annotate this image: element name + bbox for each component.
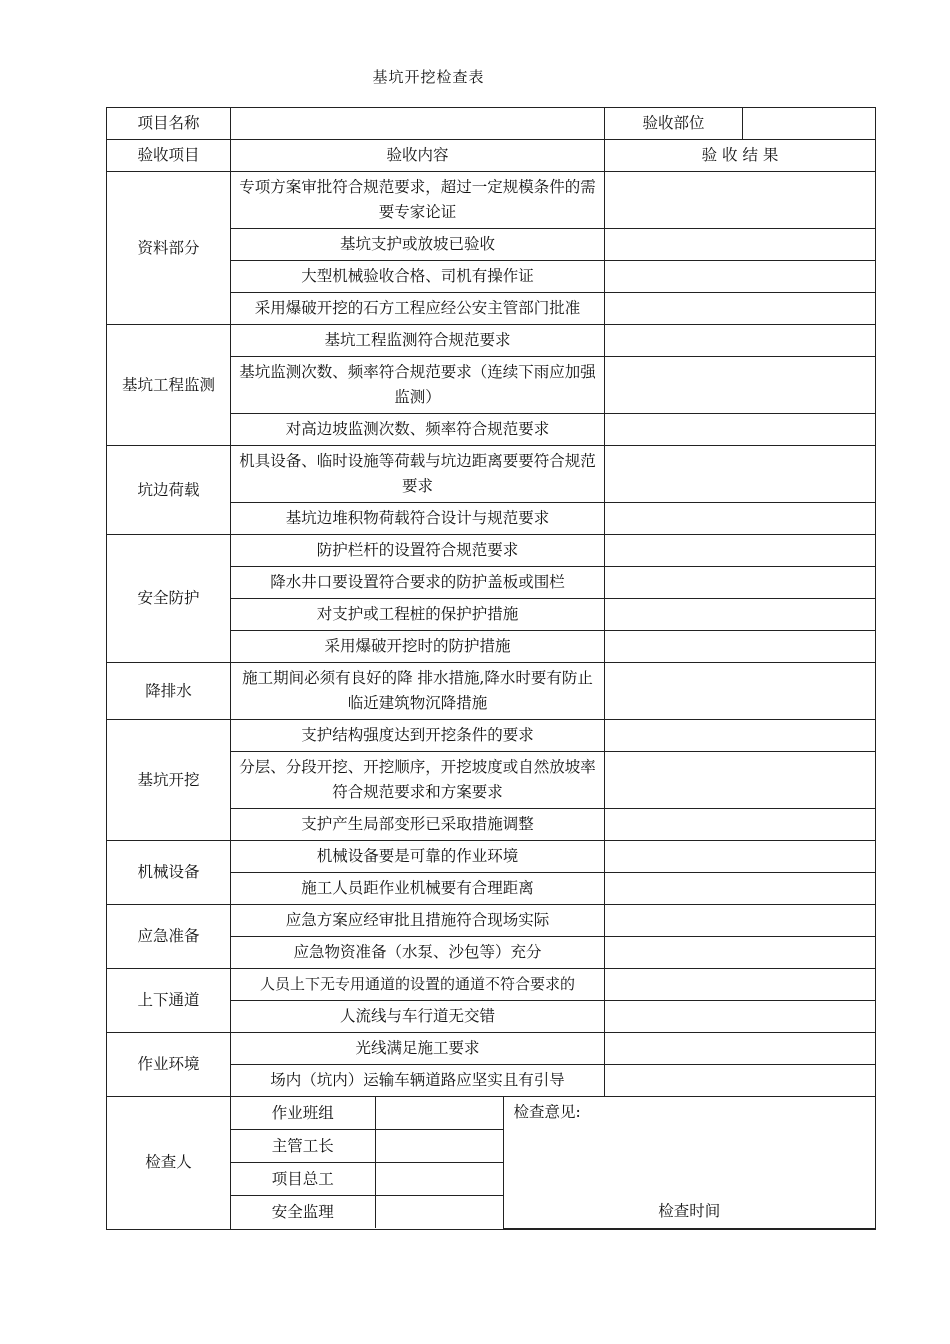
project-name-label: 项目名称: [107, 108, 231, 140]
result-cell[interactable]: [605, 503, 876, 535]
section-name: 基坑工程监测: [107, 325, 231, 446]
result-cell[interactable]: [605, 599, 876, 631]
section-name: 机械设备: [107, 841, 231, 905]
signature-field[interactable]: [375, 1097, 503, 1130]
project-row: [107, 108, 876, 140]
result-cell[interactable]: [605, 873, 876, 905]
section-name: 作业环境: [107, 1033, 231, 1097]
table-row: [107, 535, 876, 567]
result-cell[interactable]: [605, 1033, 876, 1065]
column-header-item: 验收项目: [107, 140, 231, 172]
result-cell[interactable]: [605, 631, 876, 663]
table-row: [107, 663, 876, 720]
check-content: 机械设备要是可靠的作业环境: [231, 841, 605, 873]
table-row: [107, 1033, 876, 1065]
result-cell[interactable]: [605, 325, 876, 357]
table-row: [107, 446, 876, 503]
check-content: 降水井口要设置符合要求的防护盖板或围栏: [231, 567, 605, 599]
section-name: 基坑开挖: [107, 720, 231, 841]
check-content: 基坑监测次数、频率符合规范要求（连续下雨应加强监测）: [231, 357, 605, 414]
section-name: 上下通道: [107, 969, 231, 1033]
check-content: 场内（坑内）运输车辆道路应坚实且有引导: [231, 1065, 605, 1097]
result-cell[interactable]: [605, 752, 876, 809]
result-cell[interactable]: [605, 1001, 876, 1033]
check-content: 采用爆破开挖的石方工程应经公安主管部门批准: [231, 293, 605, 325]
check-content: 支护结构强度达到开挖条件的要求: [231, 720, 605, 752]
role-label: 主管工长: [231, 1130, 375, 1163]
check-content: 对支护或工程桩的保护护措施: [231, 599, 605, 631]
check-content: 防护栏杆的设置符合规范要求: [231, 535, 605, 567]
result-cell[interactable]: [605, 261, 876, 293]
result-cell[interactable]: [605, 720, 876, 752]
check-content: 分层、分段开挖、开挖顺序，开挖坡度或自然放坡率符合规范要求和方案要求: [231, 752, 605, 809]
section-name: 坑边荷载: [107, 446, 231, 535]
check-content: 对高边坡监测次数、频率符合规范要求: [231, 414, 605, 446]
acceptance-location-field[interactable]: [743, 108, 876, 140]
role-label: 项目总工: [231, 1163, 375, 1196]
acceptance-location-label: 验收部位: [605, 108, 743, 140]
inspection-opinion-box[interactable]: [503, 1097, 875, 1228]
result-cell[interactable]: [605, 841, 876, 873]
check-content: 应急物资准备（水泵、沙包等）充分: [231, 937, 605, 969]
check-content: 专项方案审批符合规范要求，超过一定规模条件的需要专家论证: [231, 172, 605, 229]
role-label: 安全监理: [231, 1196, 375, 1229]
section-name: 降排水: [107, 663, 231, 720]
column-header-result: 验 收 结 果: [605, 140, 876, 172]
signature-field[interactable]: [375, 1163, 503, 1196]
result-cell[interactable]: [605, 567, 876, 599]
inspector-row: [107, 1097, 876, 1230]
page-title: 基坑开挖检查表: [372, 68, 485, 86]
result-cell[interactable]: [605, 937, 876, 969]
table-row: [107, 172, 876, 229]
check-content: 应急方案应经审批且措施符合现场实际: [231, 905, 605, 937]
inspector-label: 检查人: [107, 1097, 231, 1230]
inspection-form: [106, 107, 876, 1230]
check-content: 大型机械验收合格、司机有操作证: [231, 261, 605, 293]
check-content: 施工期间必须有良好的降 排水措施,降水时要有防止临近建筑物沉降措施: [231, 663, 605, 720]
table-row: [107, 325, 876, 357]
role-label: 作业班组: [231, 1097, 375, 1130]
signature-field[interactable]: [375, 1196, 503, 1229]
check-content: 基坑边堆积物荷载符合设计与规范要求: [231, 503, 605, 535]
check-content: 机具设备、临时设施等荷载与坑边距离要要符合规范要求: [231, 446, 605, 503]
check-content: 人员上下无专用通道的设置的通道不符合要求的: [231, 969, 605, 1001]
table-row: [107, 720, 876, 752]
result-cell[interactable]: [605, 535, 876, 567]
result-cell[interactable]: [605, 172, 876, 229]
result-cell[interactable]: [605, 663, 876, 720]
check-content: 基坑工程监测符合规范要求: [231, 325, 605, 357]
result-cell[interactable]: [605, 905, 876, 937]
check-content: 施工人员距作业机械要有合理距离: [231, 873, 605, 905]
signature-table: [231, 1097, 875, 1229]
table-row: [107, 905, 876, 937]
result-cell[interactable]: [605, 414, 876, 446]
section-name: 资料部分: [107, 172, 231, 325]
check-content: 人流线与车行道无交错: [231, 1001, 605, 1033]
check-content: 采用爆破开挖时的防护措施: [231, 631, 605, 663]
section-name: 安全防护: [107, 535, 231, 663]
inspection-time-label: 检查时间: [658, 1201, 721, 1220]
section-name: 应急准备: [107, 905, 231, 969]
result-cell[interactable]: [605, 1065, 876, 1097]
check-content: 光线满足施工要求: [231, 1033, 605, 1065]
table-row: [107, 969, 876, 1001]
signature-block: [231, 1097, 876, 1230]
inspection-opinion-label: 检查意见:: [513, 1103, 581, 1121]
column-header-content: 验收内容: [231, 140, 605, 172]
project-name-field[interactable]: [231, 108, 605, 140]
result-cell[interactable]: [605, 293, 876, 325]
check-content: 基坑支护或放坡已验收: [231, 229, 605, 261]
signature-field[interactable]: [375, 1130, 503, 1163]
table-row: [107, 841, 876, 873]
result-cell[interactable]: [605, 969, 876, 1001]
column-header-row: [107, 140, 876, 172]
result-cell[interactable]: [605, 446, 876, 503]
result-cell[interactable]: [605, 357, 876, 414]
check-content: 支护产生局部变形已采取措施调整: [231, 809, 605, 841]
result-cell[interactable]: [605, 809, 876, 841]
result-cell[interactable]: [605, 229, 876, 261]
